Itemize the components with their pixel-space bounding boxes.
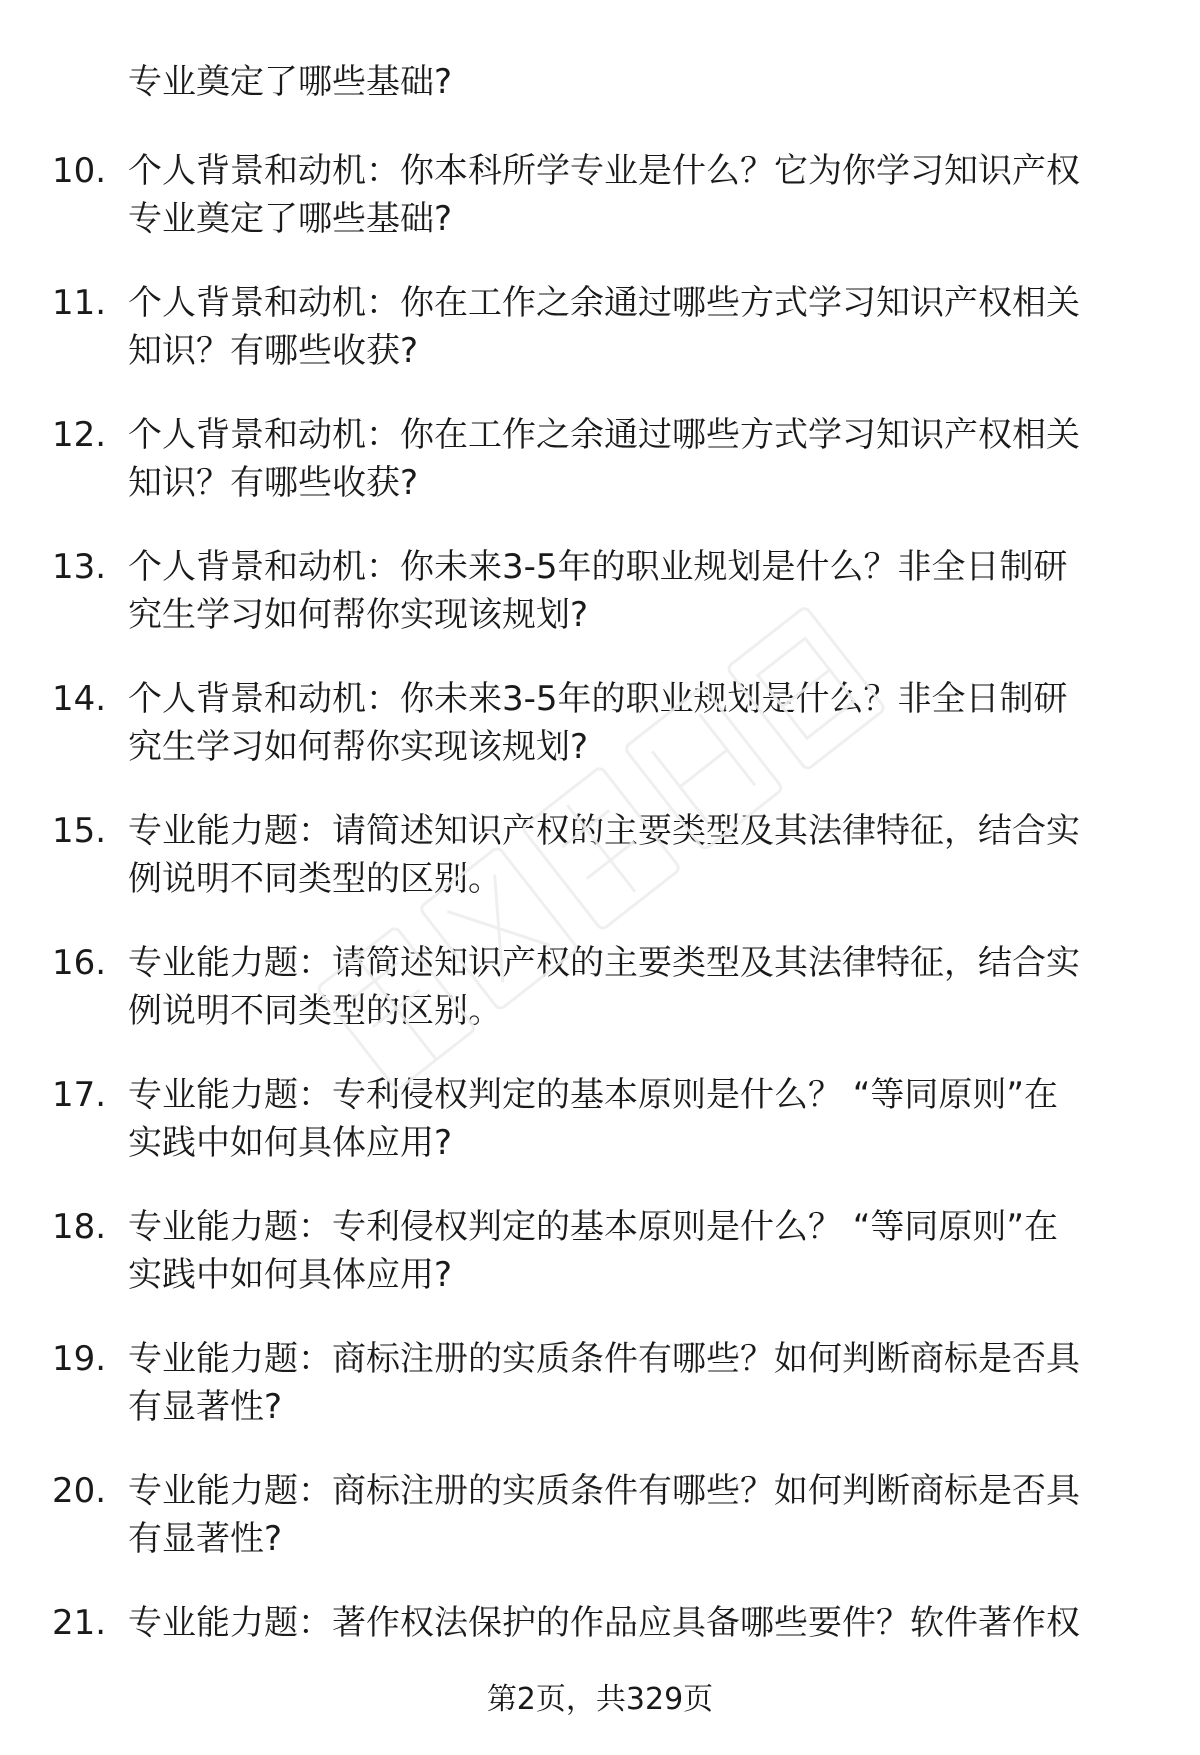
question-text: 专业能力题：请简述知识产权的主要类型及其法律特征，结合实 例说明不同类型的区别。: [128, 943, 1080, 1031]
question-text: 专业能力题：商标注册的实质条件有哪些？如何判断商标是否具 有显著性?: [128, 1471, 1080, 1559]
continued-question-text: 专业奠定了哪些基础?: [128, 62, 453, 102]
list-item: [0, 411, 1200, 543]
question-text: 个人背景和动机：你本科所学专业是什么？它为你学习知识产权 专业奠定了哪些基础?: [128, 151, 1080, 239]
question-text: 专业能力题：著作权法保护的作品应具备哪些要件？软件著作权: [128, 1603, 1080, 1643]
question-number: 18.: [52, 1207, 107, 1247]
list-item: [0, 1599, 1200, 1659]
list-item: [0, 543, 1200, 675]
question-number: 21.: [52, 1603, 107, 1643]
list-item: [0, 807, 1200, 939]
list-item: [0, 675, 1200, 807]
question-number: 11.: [52, 283, 107, 323]
list-item: [0, 1467, 1200, 1599]
question-number: 19.: [52, 1339, 107, 1379]
question-text: 专业能力题：请简述知识产权的主要类型及其法律特征，结合实 例说明不同类型的区别。: [128, 811, 1080, 899]
page-footer: 第2页，共329页: [486, 1682, 714, 1717]
question-number: 20.: [52, 1471, 107, 1511]
list-item: [0, 1203, 1200, 1335]
question-number: 15.: [52, 811, 107, 851]
question-text: 专业能力题：商标注册的实质条件有哪些？如何判断商标是否具 有显著性?: [128, 1339, 1080, 1427]
question-text: 个人背景和动机：你未来3-5年的职业规划是什么？非全日制研 究生学习如何帮你实现该规划?: [128, 547, 1068, 635]
question-number: 10.: [52, 151, 107, 191]
question-text: 个人背景和动机：你未来3-5年的职业规划是什么？非全日制研 究生学习如何帮你实现该规划?: [128, 679, 1068, 767]
question-number: 14.: [52, 679, 107, 719]
question-number: 12.: [52, 415, 107, 455]
question-text: 个人背景和动机：你在工作之余通过哪些方式学习知识产权相关 知识？有哪些收获?: [128, 415, 1080, 503]
question-number: 13.: [52, 547, 107, 587]
question-list: [0, 147, 1200, 1659]
list-item: [0, 1335, 1200, 1467]
list-item: [0, 279, 1200, 411]
question-text: 专业能力题：专利侵权判定的基本原则是什么？ “等同原则”在 实践中如何具体应用?: [128, 1075, 1059, 1163]
list-item: [0, 1071, 1200, 1203]
list-item: [0, 147, 1200, 279]
list-item: [0, 939, 1200, 1071]
question-text: 个人背景和动机：你在工作之余通过哪些方式学习知识产权相关 知识？有哪些收获?: [128, 283, 1080, 371]
question-text: 专业能力题：专利侵权判定的基本原则是什么？ “等同原则”在 实践中如何具体应用?: [128, 1207, 1059, 1295]
question-number: 16.: [52, 943, 107, 983]
question-number: 17.: [52, 1075, 107, 1115]
